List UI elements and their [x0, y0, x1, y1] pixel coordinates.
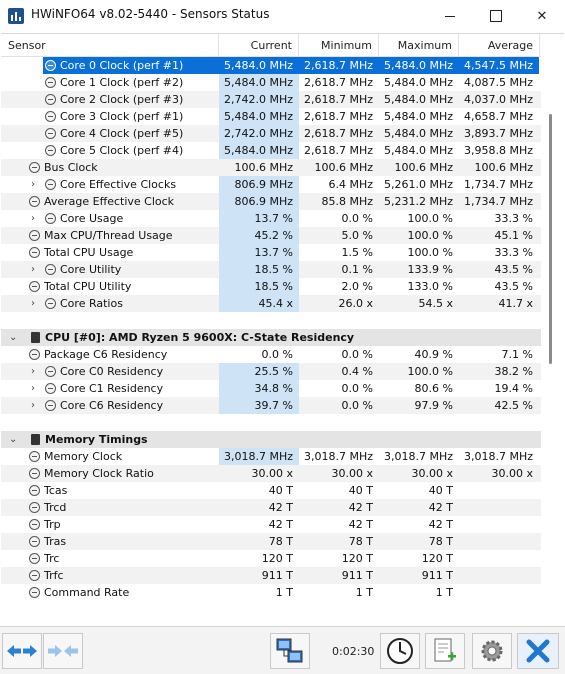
- value-minimum: 2,618.7 MHz: [303, 76, 373, 89]
- sensor-row-core-ratios[interactable]: [1, 295, 541, 312]
- value-maximum: 5,484.0 MHz: [383, 144, 453, 157]
- value-current: 806.9 MHz: [219, 193, 299, 210]
- value-current: 5,484.0 MHz: [219, 108, 299, 125]
- sensor-row-core5-clock[interactable]: [1, 142, 541, 159]
- gauge-icon: [29, 196, 40, 207]
- gauge-icon: [29, 247, 40, 258]
- value-maximum: 78 T: [428, 535, 453, 548]
- value-current: 0.0 %: [261, 348, 293, 361]
- settings-button[interactable]: [472, 633, 512, 669]
- value-maximum: 5,484.0 MHz: [383, 93, 453, 106]
- group-title: CPU [#0]: AMD Ryzen 5 9600X: C-State Residency: [45, 331, 355, 344]
- sensor-row-trc[interactable]: [1, 550, 541, 567]
- value-current: 42 T: [268, 501, 293, 514]
- sensor-row-total-cpu-usage[interactable]: [1, 244, 541, 261]
- window-title: HWiNFO64 v8.02-5440 - Sensors Status: [31, 7, 270, 21]
- value-maximum: 911 T: [421, 569, 453, 582]
- memory-chip-icon: [31, 434, 40, 445]
- column-header-current[interactable]: Current: [219, 34, 299, 57]
- value-minimum: 2,618.7 MHz: [303, 110, 373, 123]
- sensor-name: Core 4 Clock (perf #5): [60, 127, 184, 140]
- value-current: 39.7 %: [219, 397, 299, 414]
- value-maximum: 133.0 %: [407, 280, 453, 293]
- value-average: 3,893.7 MHz: [463, 127, 533, 140]
- value-maximum: 120 T: [421, 552, 453, 565]
- value-minimum: 2,618.7 MHz: [303, 144, 373, 157]
- value-average: 43.5 %: [494, 263, 533, 276]
- value-maximum: 5,484.0 MHz: [383, 76, 453, 89]
- gauge-icon: [45, 298, 56, 309]
- sensor-row-max-cpu-thread-usage[interactable]: [1, 227, 541, 244]
- gauge-icon: [29, 451, 40, 462]
- value-maximum: 30.00 x: [411, 467, 453, 480]
- value-maximum: 100.0 %: [407, 365, 453, 378]
- sensor-name: Core 3 Clock (perf #1): [60, 110, 184, 123]
- sensor-name: Core Utility: [60, 263, 122, 276]
- value-maximum: 97.9 %: [414, 399, 453, 412]
- sensor-name: Core C0 Residency: [60, 365, 164, 378]
- value-current: 5,484.0 MHz: [219, 74, 299, 91]
- value-average: 43.5 %: [494, 280, 533, 293]
- value-maximum: 40 T: [428, 484, 453, 497]
- value-minimum: 0.0 %: [341, 348, 373, 361]
- sensor-row-average-effective-clock[interactable]: [1, 193, 541, 210]
- gauge-icon: [29, 502, 40, 513]
- sensor-row-core2-clock[interactable]: [1, 91, 541, 108]
- value-maximum: 80.6 %: [414, 382, 453, 395]
- expand-chevron-icon[interactable]: ›: [31, 383, 35, 394]
- gauge-icon: [45, 400, 56, 411]
- value-current: 2,742.0 MHz: [219, 91, 299, 108]
- expand-chevron-icon[interactable]: ›: [31, 400, 35, 411]
- value-average: 41.7 x: [498, 297, 533, 310]
- value-current: 25.5 %: [219, 363, 299, 380]
- group-title: Memory Timings: [45, 433, 148, 446]
- value-minimum: 78 T: [348, 535, 373, 548]
- value-maximum: 1 T: [435, 586, 453, 599]
- sensor-row-core-usage[interactable]: [1, 210, 541, 227]
- gauge-icon: [45, 179, 56, 190]
- value-minimum: 100.6 MHz: [314, 161, 373, 174]
- sensor-row-core0-clock[interactable]: [1, 57, 541, 74]
- value-current: 45.2 %: [219, 227, 299, 244]
- sensor-name: Total CPU Usage: [44, 246, 134, 259]
- value-minimum: 0.0 %: [341, 382, 373, 395]
- value-maximum: 5,484.0 MHz: [383, 127, 453, 140]
- collapse-chevron-icon[interactable]: ⌄: [9, 434, 18, 445]
- value-average: 1,734.7 MHz: [463, 178, 533, 191]
- value-average: 1,734.7 MHz: [463, 195, 533, 208]
- value-current: 18.5 %: [219, 261, 299, 278]
- value-minimum: 3,018.7 MHz: [303, 450, 373, 463]
- sensor-name: Memory Clock: [44, 450, 123, 463]
- value-maximum: 133.9 %: [407, 263, 453, 276]
- sensor-name: Average Effective Clock: [44, 195, 175, 208]
- value-current: 911 T: [261, 569, 293, 582]
- value-average: [459, 482, 539, 499]
- value-current: 100.6 MHz: [234, 161, 293, 174]
- close-x-icon: [523, 636, 553, 666]
- log-file-add-icon: [430, 636, 460, 666]
- sensor-name: Memory Clock Ratio: [44, 467, 154, 480]
- column-header-row: [1, 34, 541, 57]
- value-average: 100.6 MHz: [474, 161, 533, 174]
- gauge-icon: [29, 162, 40, 173]
- value-average: 4,658.7 MHz: [463, 110, 533, 123]
- scrollbar-thumb[interactable]: [549, 114, 552, 364]
- network-computers-icon: [275, 637, 305, 665]
- sensor-row-bus-clock[interactable]: [1, 159, 541, 176]
- value-minimum: 0.0 %: [341, 399, 373, 412]
- value-maximum: 5,231.2 MHz: [383, 195, 453, 208]
- sensor-name: Bus Clock: [44, 161, 98, 174]
- value-maximum: 100.0 %: [407, 212, 453, 225]
- value-average: 7.1 %: [501, 348, 533, 361]
- gauge-icon: [29, 536, 40, 547]
- value-minimum: 5.0 %: [341, 229, 373, 242]
- gauge-icon: [45, 111, 56, 122]
- expand-chevron-icon[interactable]: ›: [31, 366, 35, 377]
- value-minimum: 0.0 %: [341, 212, 373, 225]
- double-arrow-inward-icon: [47, 643, 79, 659]
- expand-chevron-icon[interactable]: ›: [31, 179, 35, 190]
- gauge-icon: [29, 587, 40, 598]
- sensor-name: Core Effective Clocks: [60, 178, 177, 191]
- sensor-name: Core Ratios: [60, 297, 123, 310]
- value-minimum: 0.1 %: [341, 263, 373, 276]
- value-average: 4,087.5 MHz: [463, 76, 533, 89]
- value-current: 806.9 MHz: [219, 176, 299, 193]
- value-current: 120 T: [261, 552, 293, 565]
- gauge-icon: [45, 60, 56, 71]
- sensor-name: Core 5 Clock (perf #4): [60, 144, 184, 157]
- value-current: 30.00 x: [251, 467, 293, 480]
- sensor-row-command-rate[interactable]: [1, 584, 541, 601]
- sensor-name: Core 0 Clock (perf #1): [60, 59, 184, 72]
- sensor-name: Command Rate: [44, 586, 130, 599]
- value-minimum: 42 T: [348, 518, 373, 531]
- close-sensors-button[interactable]: [517, 633, 559, 669]
- sensor-name: Core C6 Residency: [60, 399, 164, 412]
- value-minimum: 120 T: [341, 552, 373, 565]
- sensor-name: Tcas: [44, 484, 68, 497]
- gauge-icon: [29, 570, 40, 581]
- reset-timer-button[interactable]: [380, 633, 420, 669]
- navigate-sensors-button[interactable]: [2, 633, 42, 669]
- value-minimum: 1.5 %: [341, 246, 373, 259]
- value-average: 33.3 %: [494, 212, 533, 225]
- sensor-name: Core C1 Residency: [60, 382, 164, 395]
- value-maximum: 100.0 %: [407, 246, 453, 259]
- expand-chevron-icon[interactable]: ›: [31, 213, 35, 224]
- sensor-row-core3-clock[interactable]: [1, 108, 541, 125]
- value-minimum: 2,618.7 MHz: [303, 93, 373, 106]
- value-current: 5,484.0 MHz: [219, 142, 299, 159]
- gauge-icon: [29, 553, 40, 564]
- group-header-cstate[interactable]: [1, 312, 541, 346]
- sensor-name: Max CPU/Thread Usage: [44, 229, 173, 242]
- title-bar: [0, 0, 565, 32]
- value-average: 19.4 %: [494, 382, 533, 395]
- group-header-memory-timings[interactable]: [1, 414, 541, 448]
- value-average: 4,547.5 MHz: [459, 57, 539, 74]
- value-current: 2,742.0 MHz: [219, 125, 299, 142]
- value-average: 42.5 %: [494, 399, 533, 412]
- value-average: 38.2 %: [494, 365, 533, 378]
- gauge-icon: [29, 230, 40, 241]
- network-button[interactable]: [270, 633, 310, 669]
- close-window-button[interactable]: [519, 0, 565, 32]
- value-current: 42 T: [268, 518, 293, 531]
- sensor-row-tras[interactable]: [1, 533, 541, 550]
- value-maximum: 5,484.0 MHz: [379, 57, 459, 74]
- gauge-icon: [45, 94, 56, 105]
- sensor-row-memory-clock-ratio[interactable]: [1, 465, 541, 482]
- value-maximum: 100.6 MHz: [394, 161, 453, 174]
- bottom-toolbar: [0, 626, 565, 674]
- value-current: 78 T: [268, 535, 293, 548]
- column-header-maximum[interactable]: Maximum: [379, 34, 459, 57]
- expand-collapse-button[interactable]: [43, 633, 83, 669]
- value-current: 34.8 %: [219, 380, 299, 397]
- gauge-icon: [45, 77, 56, 88]
- value-average: 45.1 %: [494, 229, 533, 242]
- value-minimum: 85.8 MHz: [321, 195, 373, 208]
- value-average: [459, 533, 539, 550]
- value-maximum: 100.0 %: [407, 229, 453, 242]
- maximize-button[interactable]: [473, 0, 519, 32]
- sensor-row-core1-clock[interactable]: [1, 74, 541, 91]
- gauge-icon: [45, 213, 56, 224]
- clock-icon: [385, 636, 415, 666]
- sensor-row-core-c0[interactable]: [1, 363, 541, 380]
- value-average: 30.00 x: [491, 467, 533, 480]
- value-minimum: 2.0 %: [341, 280, 373, 293]
- cpu-chip-icon: [31, 332, 40, 343]
- value-average: [459, 516, 539, 533]
- sensor-row-package-c6[interactable]: [1, 346, 541, 363]
- value-average: 3,958.8 MHz: [463, 144, 533, 157]
- value-minimum: 40 T: [348, 484, 373, 497]
- sensor-grid[interactable]: [1, 33, 564, 626]
- sensor-row-trp[interactable]: [1, 516, 541, 533]
- value-minimum: 911 T: [341, 569, 373, 582]
- sensor-rows: [1, 57, 541, 601]
- expand-chevron-icon[interactable]: ›: [31, 264, 35, 275]
- sensor-row-total-cpu-utility[interactable]: [1, 278, 541, 295]
- sensor-name: Core 1 Clock (perf #2): [60, 76, 184, 89]
- value-maximum: 40.9 %: [414, 348, 453, 361]
- value-average: [459, 584, 539, 601]
- collapse-chevron-icon[interactable]: ⌄: [9, 332, 18, 343]
- column-header-minimum[interactable]: Minimum: [299, 34, 379, 57]
- sensor-name: Total CPU Utility: [44, 280, 132, 293]
- value-average: 4,037.0 MHz: [463, 93, 533, 106]
- value-minimum: 1 T: [355, 586, 373, 599]
- value-current: 1 T: [275, 586, 293, 599]
- value-current: 18.5 %: [219, 278, 299, 295]
- value-maximum: 3,018.7 MHz: [383, 450, 453, 463]
- value-maximum: 42 T: [428, 518, 453, 531]
- value-average: [459, 550, 539, 567]
- sensor-row-core-effective-clocks[interactable]: [1, 176, 541, 193]
- value-maximum: 5,261.0 MHz: [383, 178, 453, 191]
- double-arrow-icon: [6, 643, 38, 659]
- gauge-icon: [29, 349, 40, 360]
- value-average: [459, 499, 539, 516]
- value-minimum: 2,618.7 MHz: [303, 127, 373, 140]
- minimize-button[interactable]: [427, 0, 473, 32]
- sensor-name: Core Usage: [60, 212, 124, 225]
- elapsed-time: 0:02:30: [332, 645, 375, 658]
- sensor-name: Trp: [44, 518, 61, 531]
- gauge-icon: [45, 145, 56, 156]
- hwinfo-app-icon: [8, 8, 24, 24]
- sensor-row-core-utility[interactable]: [1, 261, 541, 278]
- value-current: 5,484.0 MHz: [219, 57, 299, 74]
- value-current: 45.4 x: [219, 295, 299, 312]
- value-minimum: 26.0 x: [338, 297, 373, 310]
- value-maximum: 5,484.0 MHz: [383, 110, 453, 123]
- gauge-icon: [45, 264, 56, 275]
- sensor-name: Trcd: [44, 501, 67, 514]
- sensor-row-memory-clock[interactable]: [1, 448, 541, 465]
- sensor-row-core-c1[interactable]: [1, 380, 541, 397]
- sensor-row-core4-clock[interactable]: [1, 125, 541, 142]
- value-minimum: 42 T: [348, 501, 373, 514]
- sensor-name: Trc: [44, 552, 60, 565]
- gauge-icon: [29, 468, 40, 479]
- gauge-icon: [29, 281, 40, 292]
- sensor-row-trcd[interactable]: [1, 499, 541, 516]
- value-minimum: 6.4 MHz: [328, 178, 373, 191]
- gauge-icon: [45, 366, 56, 377]
- sensor-name: Package C6 Residency: [44, 348, 168, 361]
- value-average: [459, 567, 539, 584]
- gauge-icon: [29, 485, 40, 496]
- value-minimum: 30.00 x: [331, 467, 373, 480]
- column-header-average[interactable]: Average: [459, 34, 540, 57]
- sensor-name: Core 2 Clock (perf #3): [60, 93, 184, 106]
- value-current: 40 T: [268, 484, 293, 497]
- logging-button[interactable]: [425, 633, 465, 669]
- value-current: 13.7 %: [219, 244, 299, 261]
- sensor-name: Trfc: [44, 569, 64, 582]
- sensor-row-tcas[interactable]: [1, 482, 541, 499]
- value-maximum: 42 T: [428, 501, 453, 514]
- gauge-icon: [45, 383, 56, 394]
- value-average: 3,018.7 MHz: [463, 450, 533, 463]
- value-minimum: 2,618.7 MHz: [299, 57, 379, 74]
- value-current: 13.7 %: [219, 210, 299, 227]
- value-minimum: 0.4 %: [341, 365, 373, 378]
- gear-icon: [477, 636, 507, 666]
- sensor-row-core-c6[interactable]: [1, 397, 541, 414]
- sensor-name: Tras: [44, 535, 67, 548]
- value-current: 3,018.7 MHz: [219, 448, 299, 465]
- sensor-row-trfc[interactable]: [1, 567, 541, 584]
- gauge-icon: [45, 128, 56, 139]
- value-maximum: 54.5 x: [418, 297, 453, 310]
- expand-chevron-icon[interactable]: ›: [31, 298, 35, 309]
- value-average: 33.3 %: [494, 246, 533, 259]
- gauge-icon: [29, 519, 40, 530]
- column-header-sensor[interactable]: Sensor: [1, 34, 219, 57]
